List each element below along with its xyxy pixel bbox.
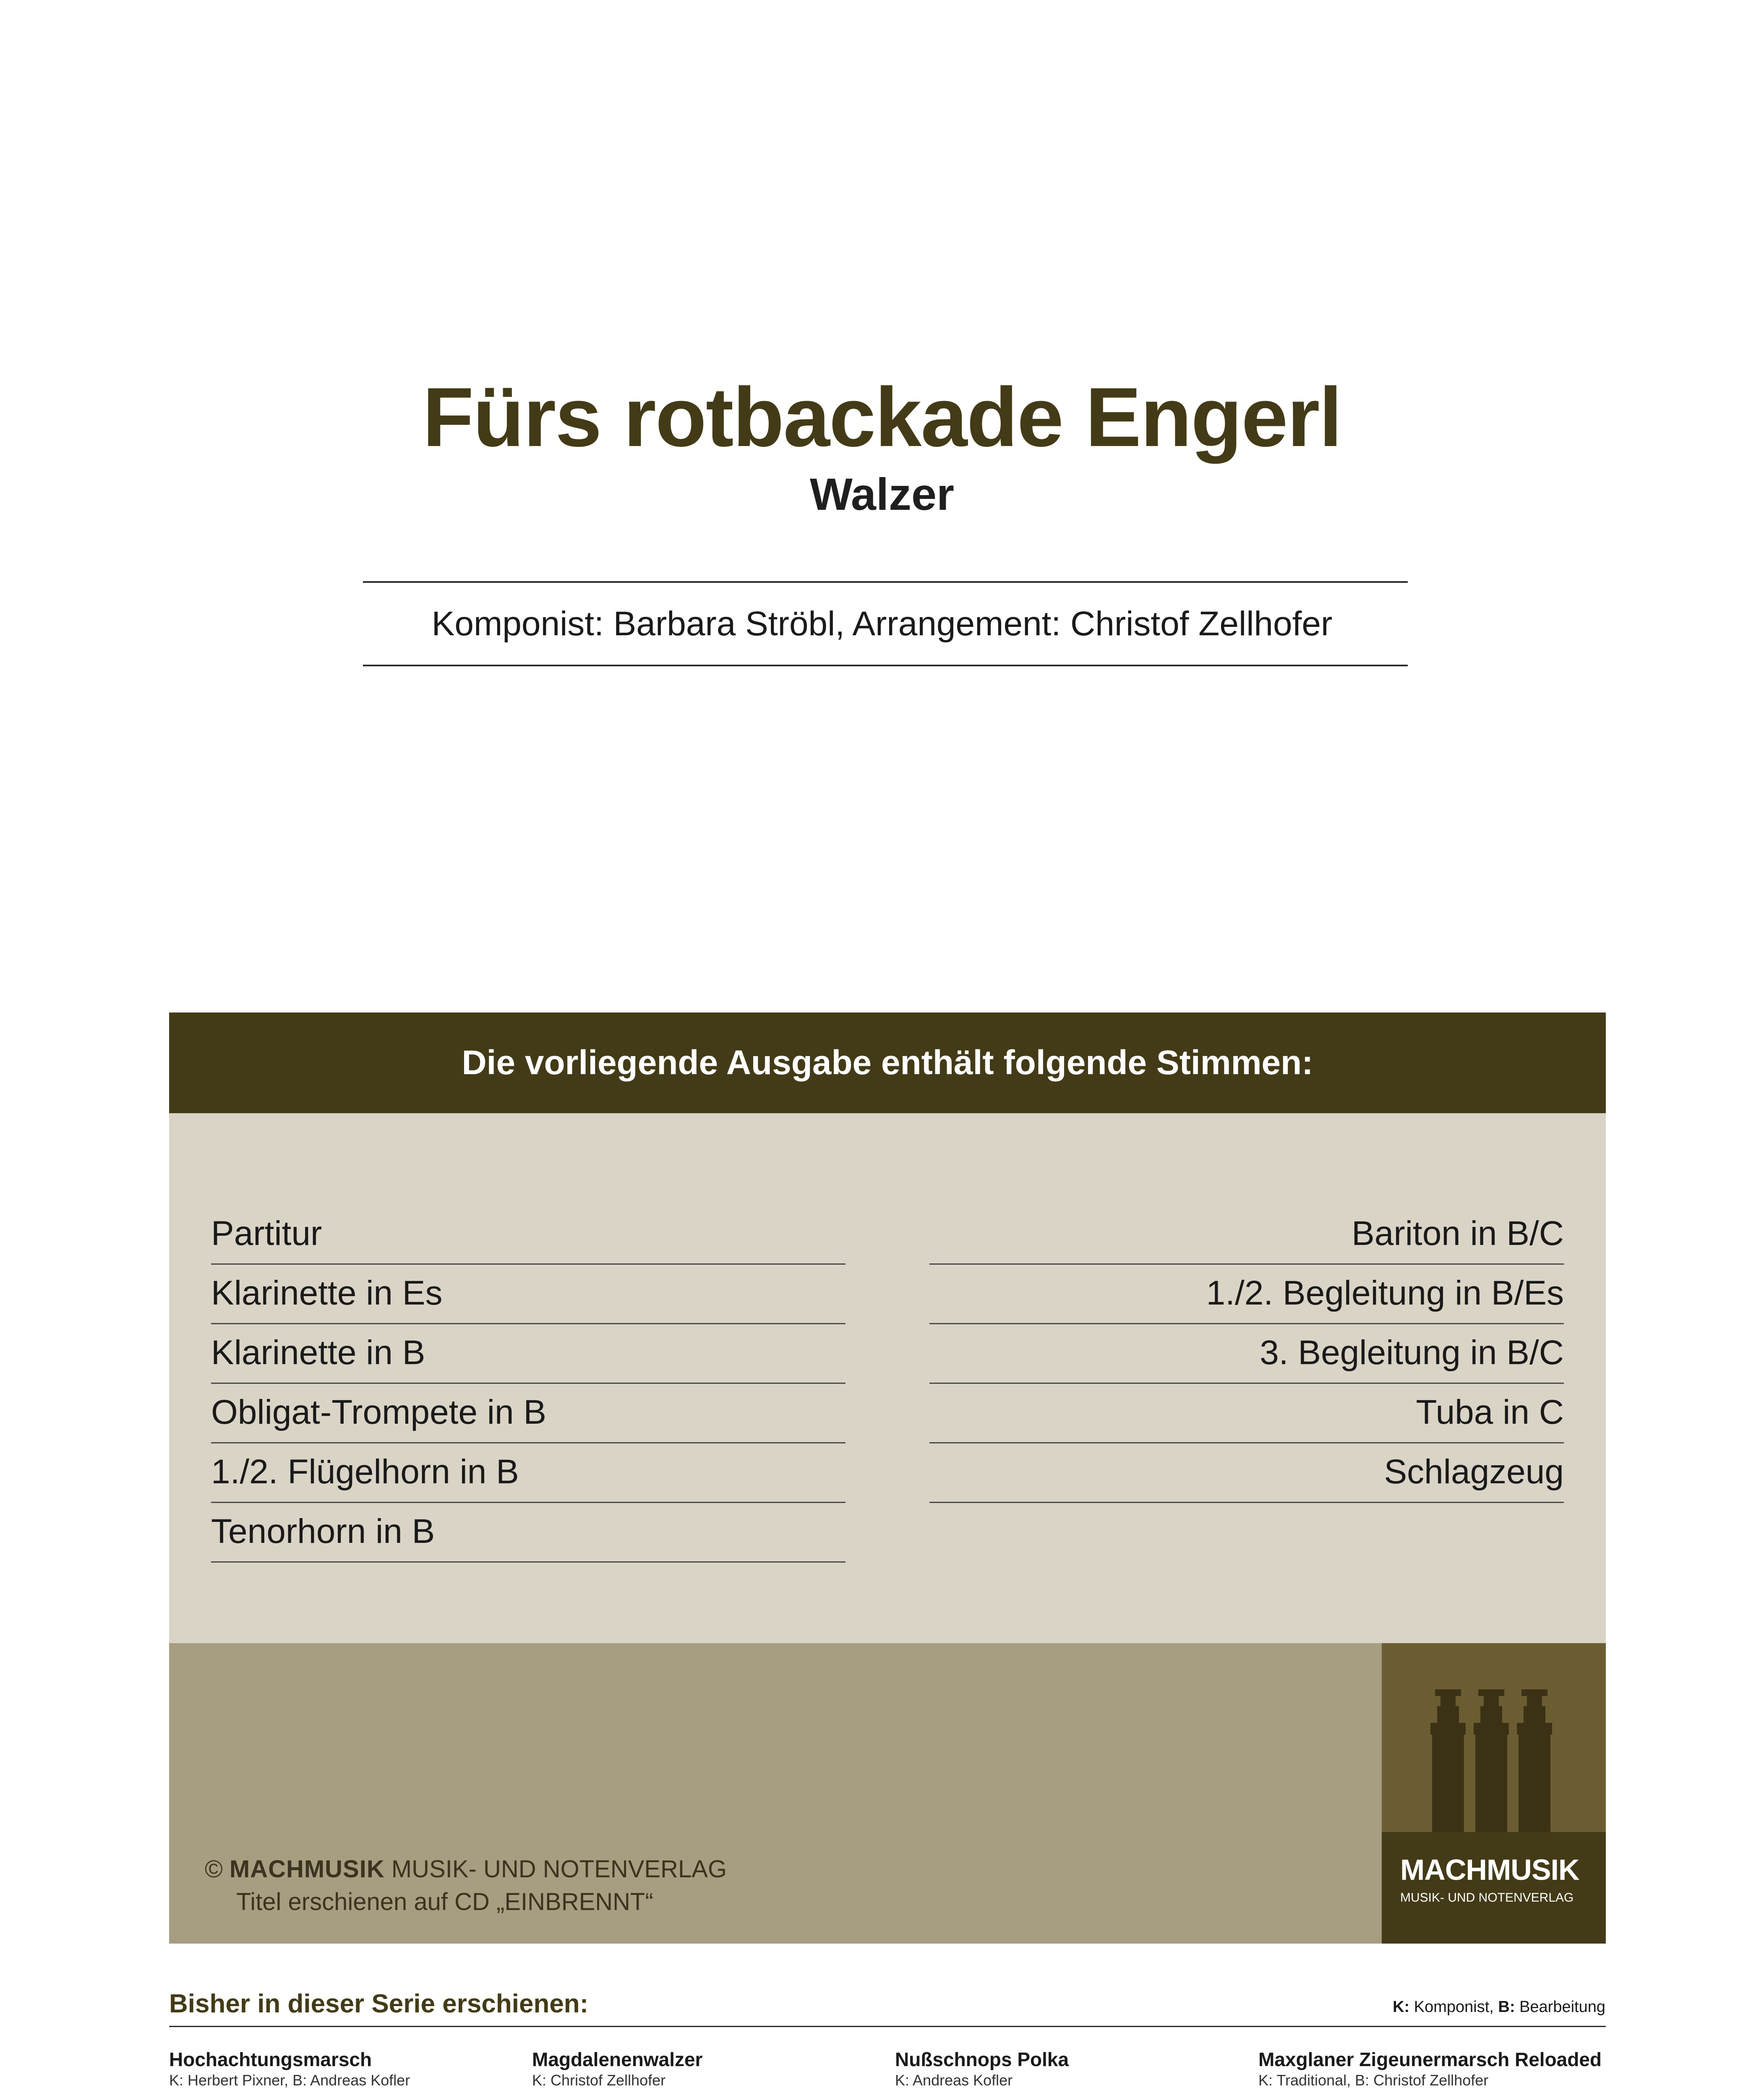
publisher-footer [169, 1643, 1606, 1944]
publisher-name: MACHMUSIK [229, 1855, 385, 1883]
copyright-notice [205, 1853, 727, 1918]
part-item: Schlagzeug [929, 1442, 1564, 1503]
series-entry [1258, 2048, 1619, 2090]
publisher-suffix: MUSIK- UND NOTENVERLAG [391, 1855, 727, 1883]
copyright-symbol: © [205, 1855, 223, 1883]
credits-line: Komponist: Barbara Ströbl, Arrangement: Christof Zellhofer [431, 605, 1333, 643]
legend-k-text: Komponist, [1414, 1998, 1494, 2016]
legend-k: K: [1393, 1998, 1410, 2016]
cd-note: Titel erschienen auf CD „EINBRENNT“ [236, 1888, 653, 1915]
series-entry-credit: K: Andreas Kofler [895, 2072, 1013, 2089]
part-item: 1./2. Begleitung in B/Es [929, 1263, 1564, 1324]
parts-list [169, 1113, 1606, 1643]
piece-title: Fürs rotbackade Engerl [423, 371, 1341, 464]
logo-wordmark: MACHMUSIK [1400, 1853, 1579, 1886]
part-item: Tuba in C [929, 1383, 1564, 1443]
legend-b: B: [1498, 1998, 1515, 2016]
credits-rule-top [363, 581, 1408, 583]
parts-heading: Die vorliegende Ausgabe enthält folgende Stimmen: [169, 1012, 1606, 1113]
part-item: Obligat-Trompete in B [211, 1383, 845, 1443]
part-item: Bariton in B/C [929, 1204, 1564, 1265]
logo-tagline: MUSIK- UND NOTENVERLAG [1400, 1891, 1574, 1905]
machmusik-logo [1382, 1643, 1606, 1944]
series-entry [895, 2048, 1256, 2090]
series-entry-title: Hochachtungsmarsch [169, 2048, 372, 2070]
series-entry-title: Magdalenenwalzer [532, 2048, 703, 2070]
series-entry-credit: K: Christof Zellhofer [532, 2072, 666, 2089]
series-rule [169, 2026, 1606, 2027]
series-entry-credit: K: Herbert Pixner, B: Andreas Kofler [169, 2072, 410, 2089]
series-entry-credit: K: Traditional, B: Christof Zellhofer [1258, 2072, 1489, 2089]
part-item: Partitur [211, 1204, 845, 1265]
credits-rule-bottom [363, 665, 1408, 666]
series-entry-title: Nußschnops Polka [895, 2048, 1069, 2070]
part-item: 3. Begleitung in B/C [929, 1323, 1564, 1384]
legend-b-text: Bearbeitung [1519, 1998, 1605, 2016]
series-heading: Bisher in dieser Serie erschienen: [169, 1989, 589, 2018]
series-legend [1393, 1998, 1605, 2016]
logo-band [1382, 1832, 1606, 1944]
series-entry-title: Maxglaner Zigeunermarsch Reloaded [1258, 2048, 1602, 2070]
chimney-icon [1382, 1643, 1606, 1832]
part-item: Klarinette in Es [211, 1263, 845, 1324]
part-item: Tenorhorn in B [211, 1502, 845, 1563]
part-item: 1./2. Flügelhorn in B [211, 1442, 845, 1503]
piece-subtitle: Walzer [809, 469, 955, 519]
part-item: Klarinette in B [211, 1323, 845, 1384]
series-entry [169, 2048, 530, 2090]
series-entry [532, 2048, 893, 2090]
